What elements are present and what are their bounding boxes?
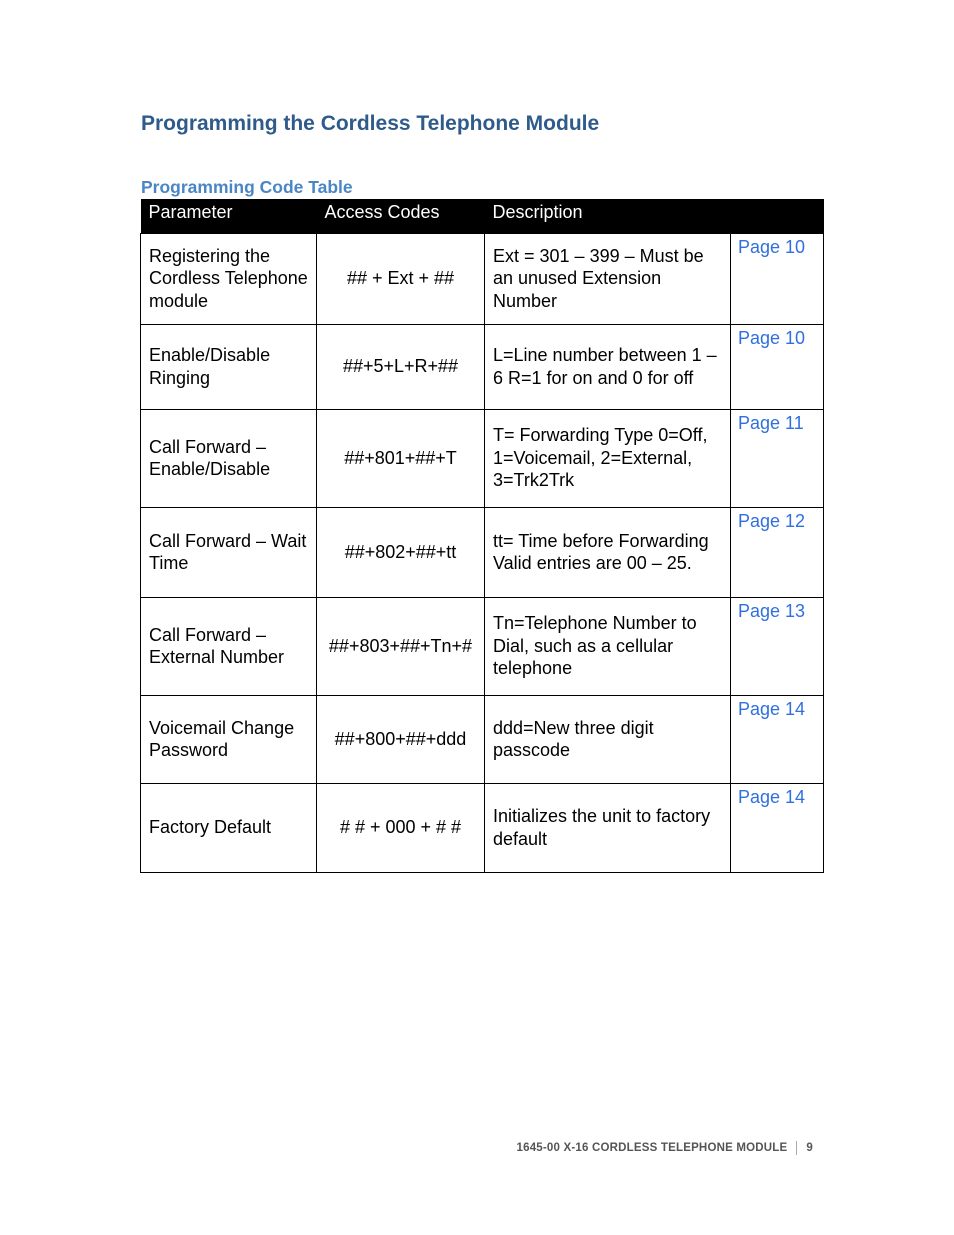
page-link[interactable]: Page 10 <box>738 236 806 257</box>
cell-access-code: # # + 000 + # # <box>317 783 485 872</box>
cell-description: Ext = 301 – 399 – Must be an unused Extension Number <box>485 233 731 324</box>
cell-parameter: Call Forward – External Number <box>141 597 317 695</box>
page-title: Programming the Cordless Telephone Module <box>141 112 600 135</box>
cell-access-code: ##+802+##+tt <box>317 507 485 597</box>
cell-description: ddd=New three digit passcode <box>485 695 731 783</box>
table-header-row <box>141 199 824 233</box>
table-caption: Programming Code Table <box>141 177 353 197</box>
table-row <box>141 324 824 409</box>
page-link[interactable]: Page 13 <box>738 600 806 621</box>
header-parameter: Parameter <box>141 199 317 233</box>
cell-description: Tn=Telephone Number to Dial, such as a cellular telephone <box>485 597 731 695</box>
footer-divider <box>796 1141 797 1155</box>
table-row <box>141 233 824 324</box>
cell-parameter: Registering the Cordless Telephone module <box>141 233 317 324</box>
footer-doc-title: 1645-00 X-16 CORDLESS TELEPHONE MODULE <box>516 1142 788 1154</box>
cell-parameter: Call Forward – Enable/Disable <box>141 409 317 507</box>
table-row <box>141 695 824 783</box>
table-row <box>141 409 824 507</box>
page-link[interactable]: Page 14 <box>738 786 806 807</box>
cell-access-code: ##+5+L+R+## <box>317 324 485 409</box>
cell-description: tt= Time before Forwarding Valid entries are 00 – 25. <box>485 507 731 597</box>
cell-description: L=Line number between 1 – 6 R=1 for on and 0 for off <box>485 324 731 409</box>
cell-access-code: ## + Ext + ## <box>317 233 485 324</box>
cell-access-code: ##+800+##+ddd <box>317 695 485 783</box>
cell-parameter: Voicemail Change Password <box>141 695 317 783</box>
cell-parameter: Enable/Disable Ringing <box>141 324 317 409</box>
table-row <box>141 597 824 695</box>
header-description: Description <box>485 199 731 233</box>
table-row <box>141 783 824 872</box>
cell-access-code: ##+801+##+T <box>317 409 485 507</box>
cell-description: T= Forwarding Type 0=Off, 1=Voicemail, 2=External, 3=Trk2Trk <box>485 409 731 507</box>
table-row <box>141 507 824 597</box>
cell-access-code: ##+803+##+Tn+# <box>317 597 485 695</box>
programming-code-table <box>140 199 824 873</box>
page-footer <box>517 1141 814 1155</box>
page-link[interactable]: Page 10 <box>738 327 806 348</box>
cell-parameter: Factory Default <box>141 783 317 872</box>
header-access-codes: Access Codes <box>317 199 485 233</box>
cell-parameter: Call Forward – Wait Time <box>141 507 317 597</box>
header-page <box>731 199 824 233</box>
page-link[interactable]: Page 12 <box>738 510 806 531</box>
page-link[interactable]: Page 14 <box>738 698 806 719</box>
cell-description: Initializes the unit to factory default <box>485 783 731 872</box>
page-link[interactable]: Page 11 <box>738 412 804 433</box>
footer-page-number: 9 <box>806 1142 813 1154</box>
